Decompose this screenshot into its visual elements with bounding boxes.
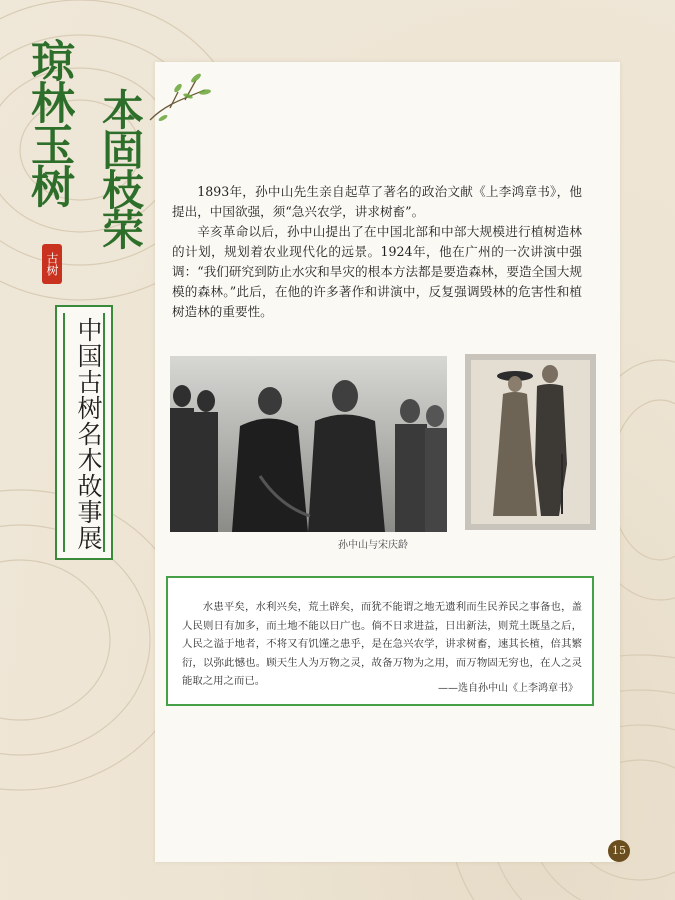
body-text xyxy=(172,182,582,322)
photo-couple xyxy=(465,354,596,530)
photo-caption: 孙中山与宋庆龄 xyxy=(338,540,408,551)
title-line2-text: 本固枝荣 xyxy=(96,88,145,248)
title-line1-text: 琼林玉树 xyxy=(23,38,74,206)
exhibit-title: 中国古树名木故事展 xyxy=(74,317,103,551)
page-number: 15 xyxy=(608,840,630,862)
photo-group xyxy=(170,356,447,532)
exhibit-title-frame xyxy=(55,305,113,560)
seal-stamp xyxy=(42,244,62,284)
quote-box xyxy=(166,576,594,706)
title-line1 xyxy=(18,38,78,206)
title-line2 xyxy=(90,88,150,248)
quote-text: 水患平矣，水利兴矣，荒土辟矣，而犹不能谓之地无遗利而生民养民之事备也，盖人民则日有加多，而土地不能以日广也。倘不日求进益，日出新法，则荒土既垦之后，人民之溢于地者，不将又有饥馑之患乎，是在急兴农学，讲求树畜，速其长植，倍其繁衍，以弥此憾也。顾天生人为万物之灵，故备万物为之用，而万物固无穷也，在人之灵能取之用之而已。 xyxy=(182,601,582,687)
seal-text: 古树 xyxy=(45,252,59,276)
paragraph-2: 辛亥革命以后，孙中山提出了在中国北部和中部大规模进行植树造林的计划，规划着农业现代化的远景。1924年，他在广州的一次讲演中强调：“我们研究到防止水灾和旱灾的根本方法都是要造森林，要造全国大规模的森林。”此后，在他的许多著作和讲演中，反复强调毁林的危害性和植树造林的重要性。 xyxy=(172,224,582,319)
paragraph-1: 1893年，孙中山先生亲自起草了著名的政治文献《上李鸿章书》，他提出，中国欲强，须“急兴农学，讲求树畜”。 xyxy=(172,184,582,219)
quote-source: ——选自孙中山《上李鸿章书》 xyxy=(438,683,578,694)
